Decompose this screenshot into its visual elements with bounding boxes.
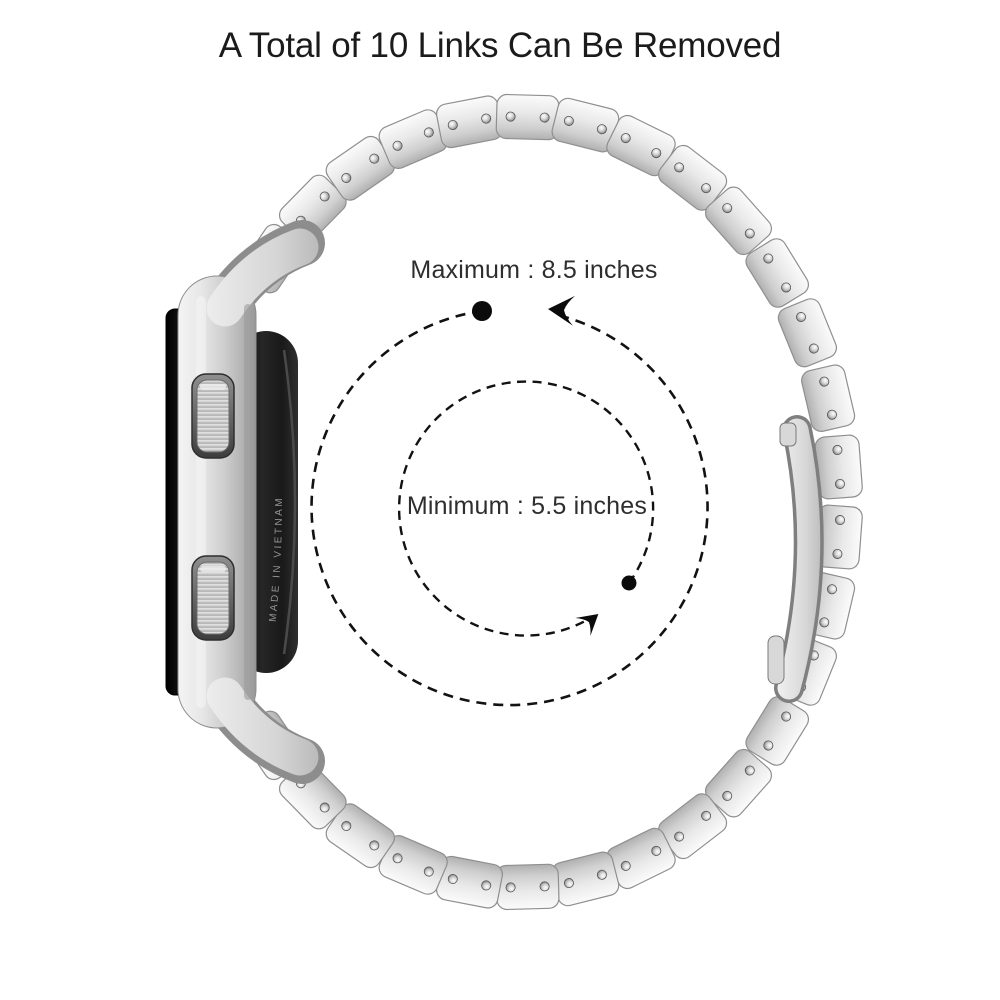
link-pin bbox=[832, 445, 842, 455]
case-highlight bbox=[196, 296, 206, 708]
upper-button bbox=[192, 374, 234, 458]
watch-case bbox=[166, 243, 302, 761]
band-link bbox=[435, 94, 504, 149]
band-link bbox=[550, 850, 621, 908]
clasp bbox=[768, 423, 809, 688]
engraving-text: MADE IN VIETNAM bbox=[267, 495, 286, 623]
link-pin bbox=[835, 515, 845, 525]
bottom-lug bbox=[225, 696, 300, 757]
clasp-hook bbox=[780, 423, 796, 446]
band-link bbox=[496, 94, 559, 140]
page-title: A Total of 10 Links Can Be Removed bbox=[218, 26, 782, 65]
band-link bbox=[814, 434, 863, 499]
band-link bbox=[496, 864, 559, 910]
link-pin bbox=[506, 883, 515, 892]
maximum-label: Maximum : 8.5 inches bbox=[410, 256, 658, 284]
outer-dot bbox=[472, 301, 492, 321]
lower-button bbox=[192, 556, 234, 640]
link-pin bbox=[832, 549, 842, 559]
link-pin bbox=[835, 479, 845, 489]
outer-arrow-icon bbox=[547, 294, 575, 326]
top-lug bbox=[225, 247, 300, 308]
minimum-label: Minimum : 5.5 inches bbox=[406, 492, 648, 520]
inner-dot bbox=[622, 576, 637, 591]
link-pin bbox=[506, 112, 515, 121]
link-pin bbox=[540, 882, 549, 891]
inner-arrow-icon bbox=[575, 605, 606, 636]
band-link bbox=[775, 296, 839, 370]
clasp-hinge bbox=[768, 636, 784, 684]
link-pin bbox=[540, 113, 549, 122]
case-shadow-edge bbox=[244, 304, 252, 700]
